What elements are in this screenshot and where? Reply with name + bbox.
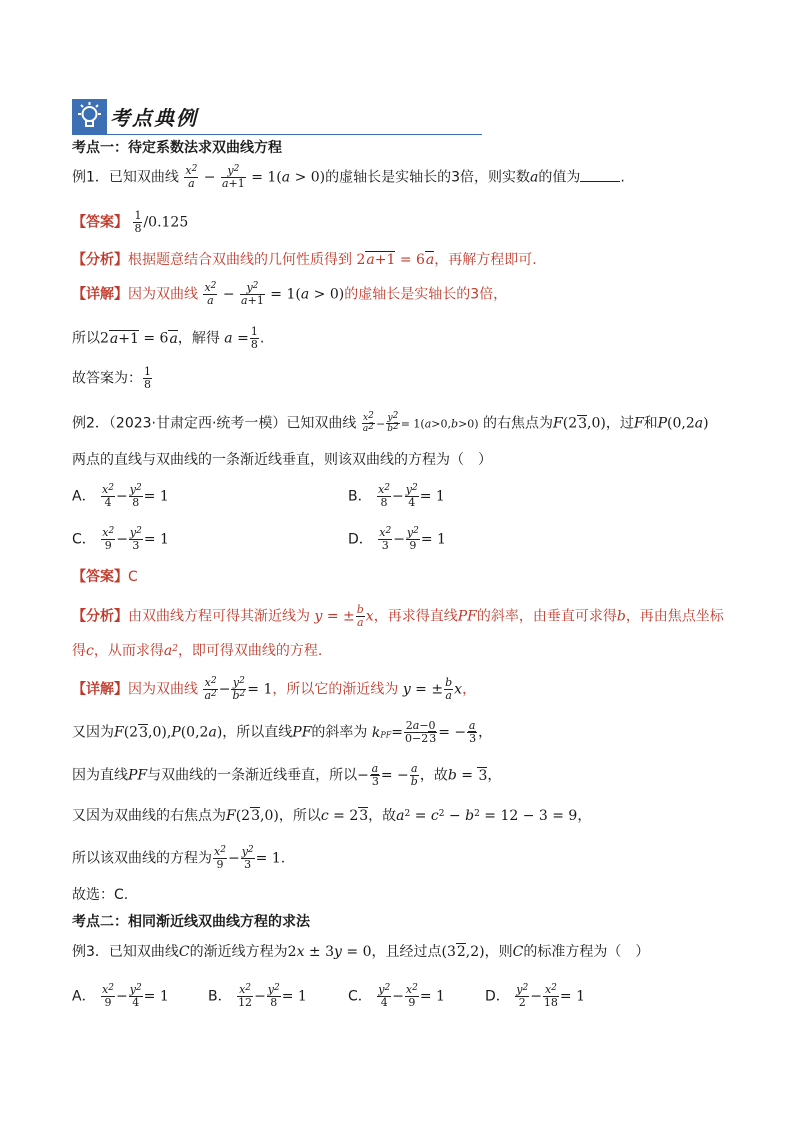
example-1-line-3: 故答案为： $\frac{1}{8}$: [72, 365, 151, 391]
example-2-analysis: 【分析】由双曲线方程可得其渐近线为 y = ± $\frac{b}{a}$ x，再求得直线PF的斜率，由垂直可求得b，再由焦点坐标: [72, 603, 724, 629]
section-1-title: 考点一：待定系数法求双曲线方程: [72, 140, 282, 156]
header-underline: [72, 134, 482, 135]
example-2-detail-1: 【详解】因为双曲线 $\frac{x^2}{a^2}$ − $\frac{y^2}{b^2}$ = 1，所以它的渐近线为 y = ± $\frac{b}{a}$ x，: [72, 676, 477, 702]
example-2-question: 例2．（2023·甘肃定西·统考一模）已知双曲线 $\frac{x^2}{a^2}$ − $\frac{y^2}{b^2}$ = 1(a>0,b>0) 的右焦点为F(23,0)，过F和P(0,2a): [72, 411, 709, 434]
example-2-detail-5: 所以该双曲线的方程为 $\frac{x^2}{9}$ − $\frac{y^2}{3}$ = 1.: [72, 845, 286, 871]
section-2-title: 考点二：相同渐近线双曲线方程的求法: [72, 914, 310, 930]
example-1-question: 例1．已知双曲线 $\frac{x^2}{a}$ − $\frac{y^2}{a+1}$ = 1(a > 0)的虚轴长是实轴长的3倍，则实数a的值为 .: [72, 164, 625, 190]
ex3-option-a[interactable]: A． $\frac{x^2}{9}$ − $\frac{y^2}{4}$ = 1: [72, 983, 169, 1009]
example-1-answer: 【答案】 $\frac{1}{8}$ /0.125: [72, 209, 189, 235]
lightbulb-icon: [72, 99, 107, 134]
example-1-line-2: 所以2a+1 = 6a，解得 a = $\frac{1}{8}$ .: [72, 325, 265, 351]
ex3-option-b[interactable]: B． $\frac{x^2}{12}$ − $\frac{y^2}{8}$ = 1: [208, 983, 307, 1009]
example-2-conclusion: 故选：C.: [72, 887, 129, 903]
example-2-analysis-line-2: 得c，从而求得$a^2$，即可得双曲线的方程.: [72, 643, 323, 659]
section-header-title: 考点典例: [110, 106, 198, 130]
ex3-option-d[interactable]: D． $\frac{y^2}{2}$ − $\frac{x^2}{18}$ = 1: [485, 983, 586, 1009]
option-b[interactable]: B． $\frac{x^2}{8}$ − $\frac{y^2}{4}$ = 1: [348, 483, 445, 509]
ex3-option-c[interactable]: C． $\frac{y^2}{4}$ − $\frac{x^2}{9}$ = 1: [348, 983, 445, 1009]
example-2-detail-4: 又因为双曲线的右焦点为F(23,0)，所以c = 23，故$a^2 = c^2 - b^2 = 12 - 3 = 9$，: [72, 808, 592, 824]
example-2-answer: 【答案】C: [72, 569, 138, 585]
option-d[interactable]: D． $\frac{x^2}{3}$ − $\frac{y^2}{9}$ = 1: [348, 526, 446, 552]
example-2-detail-2: 又因为F(23,0),P(0,2a)，所以直线PF的斜率为 kPF= $\frac{2a-0}{0-23}$ = − $\frac{a}{3}$ ，: [72, 719, 493, 745]
example-2-question-line-2: 两点的直线与双曲线的一条渐近线垂直，则该双曲线的方程为（ ）: [72, 452, 492, 468]
example-1-detail: 【详解】因为双曲线 $\frac{x^2}{a}$ − $\frac{y^2}{a+1}$ = 1(a > 0)的虚轴长是实轴长的3倍，: [72, 281, 508, 307]
example-1-analysis: 【分析】根据题意结合双曲线的几何性质得到 2a+1 = 6a，再解方程即可.: [72, 252, 537, 268]
example-2-detail-3: 因为直线PF与双曲线的一条渐近线垂直，所以− $\frac{a}{3}$ = − $\frac{a}{b}$ ，故b = 3，: [72, 762, 502, 788]
example-3-question: 例3．已知双曲线C的渐近线方程为2x ± 3y = 0，且经过点(32,2)，则C的标准方程为（ ）: [72, 944, 650, 960]
option-c[interactable]: C． $\frac{x^2}{9}$ − $\frac{y^2}{3}$ = 1: [72, 526, 169, 552]
option-a[interactable]: A． $\frac{x^2}{4}$ − $\frac{y^2}{8}$ = 1: [72, 483, 169, 509]
